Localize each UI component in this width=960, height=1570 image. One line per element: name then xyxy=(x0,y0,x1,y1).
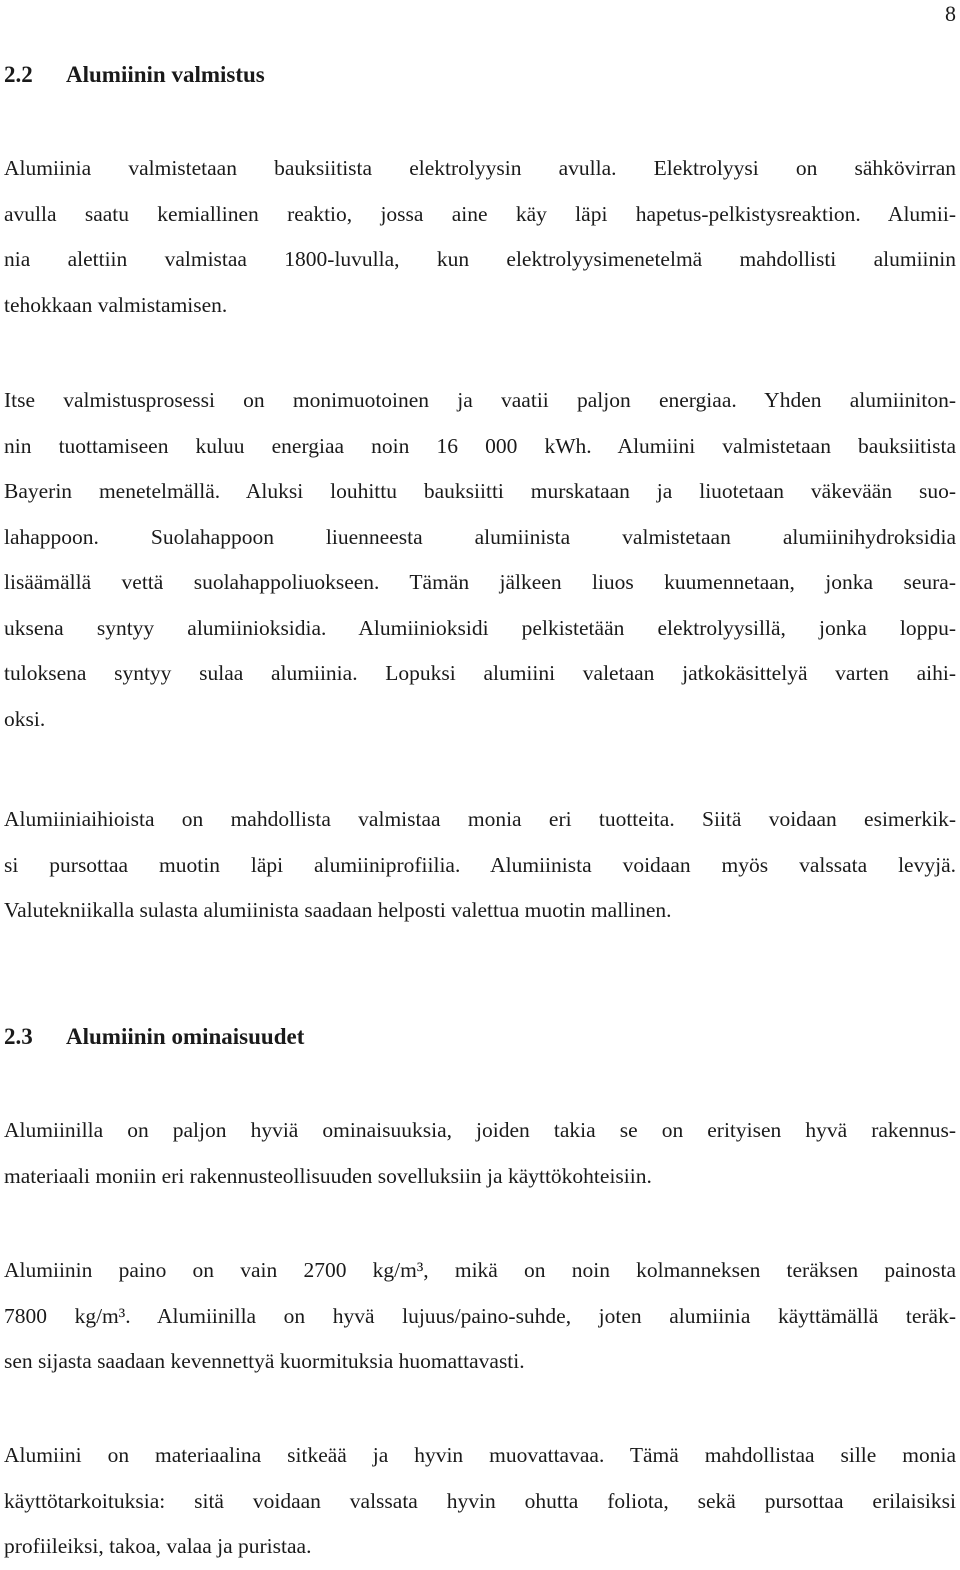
text-line: avulla saatu kemiallinen reaktio, jossa aine käy läpi hapetus-pelkistysreaktion. Alumii- xyxy=(4,201,956,226)
section-heading-2-2 xyxy=(4,60,265,90)
text-line: Alumiiniaihioista on mahdollista valmistaa monia eri tuotteita. Siitä voidaan esimerkik- xyxy=(4,807,956,831)
text-line: oksi. xyxy=(4,706,46,731)
text-line: si pursottaa muotin läpi alumiiniprofiilia. Alumiinista voidaan myös valssata levyjä. xyxy=(4,852,956,877)
text-line: Itse valmistusprosessi on monimuotoinen ja vaatii paljon energiaa. Yhden alumiiniton- xyxy=(4,388,956,412)
text-line: sen sijasta saadaan kevennettyä kuormituksia huomattavasti. xyxy=(4,1349,525,1373)
section-number: 2.2 xyxy=(4,62,33,87)
paragraph-products xyxy=(4,797,956,934)
paragraph-weight xyxy=(4,1248,956,1385)
section-number: 2.3 xyxy=(4,1024,33,1049)
text-line: Alumiinin paino on vain 2700 kg/m³, mikä on noin kolmanneksen teräksen painosta xyxy=(4,1258,956,1282)
paragraph-workability xyxy=(4,1433,956,1570)
section-title: Alumiinin ominaisuudet xyxy=(66,1024,305,1049)
text-line: lisäämällä vettä suolahappoliuokseen. Tämän jälkeen liuos kuumennetaan, jonka seura- xyxy=(4,570,956,594)
text-line: profiileiksi, takoa, valaa ja puristaa. xyxy=(4,1534,312,1558)
text-line: nin tuottamiseen kuluu energiaa noin 16 000 kWh. Alumiini valmistetaan bauksiitista xyxy=(4,433,956,458)
text-line: Alumiinilla on paljon hyviä ominaisuuksia, joiden takia se on erityisen hyvä rakennus- xyxy=(4,1118,956,1142)
page-number: 8 xyxy=(945,1,956,26)
text-line: Alumiinia valmistetaan bauksiitista elektrolyysin avulla. Elektrolyysi on sähkövirran xyxy=(4,156,956,180)
paragraph-production-process xyxy=(4,378,956,742)
text-line: Valutekniikalla sulasta alumiinista saadaan helposti valettua muotin mallinen. xyxy=(4,898,672,922)
text-line: tuloksena syntyy sulaa alumiinia. Lopuksi alumiini valetaan jatkokäsittelyä varten aihi- xyxy=(4,661,956,685)
section-title: Alumiinin valmistus xyxy=(66,62,265,87)
section-heading-2-3 xyxy=(4,1022,304,1052)
paragraph-properties-intro xyxy=(4,1108,956,1199)
text-line: 7800 kg/m³. Alumiinilla on hyvä lujuus/paino-suhde, joten alumiinia käyttämällä teräk- xyxy=(4,1303,956,1328)
text-line: materiaali moniin eri rakennusteollisuuden sovelluksiin ja käyttökohteisiin. xyxy=(4,1163,652,1188)
text-line: nia alettiin valmistaa 1800-luvulla, kun elektrolyysimenetelmä mahdollisti alumiinin xyxy=(4,247,956,271)
text-line: Alumiini on materiaalina sitkeää ja hyvin muovattavaa. Tämä mahdollistaa sille monia xyxy=(4,1443,956,1467)
text-line: lahappoon. Suolahappoon liuenneesta alumiinista valmistetaan alumiinihydroksidia xyxy=(4,524,956,549)
text-line: uksena syntyy alumiinioksidia. Alumiinioksidi pelkistetään elektrolyysillä, jonka loppu- xyxy=(4,615,956,640)
text-line: käyttötarkoituksia: sitä voidaan valssata hyvin ohutta foliota, sekä pursottaa erilaisiksi xyxy=(4,1488,956,1513)
text-line: Bayerin menetelmällä. Aluksi louhittu bauksiitti murskataan ja liuotetaan väkevään suo- xyxy=(4,479,956,503)
paragraph-production-intro xyxy=(4,146,956,328)
text-line: tehokkaan valmistamisen. xyxy=(4,292,228,317)
